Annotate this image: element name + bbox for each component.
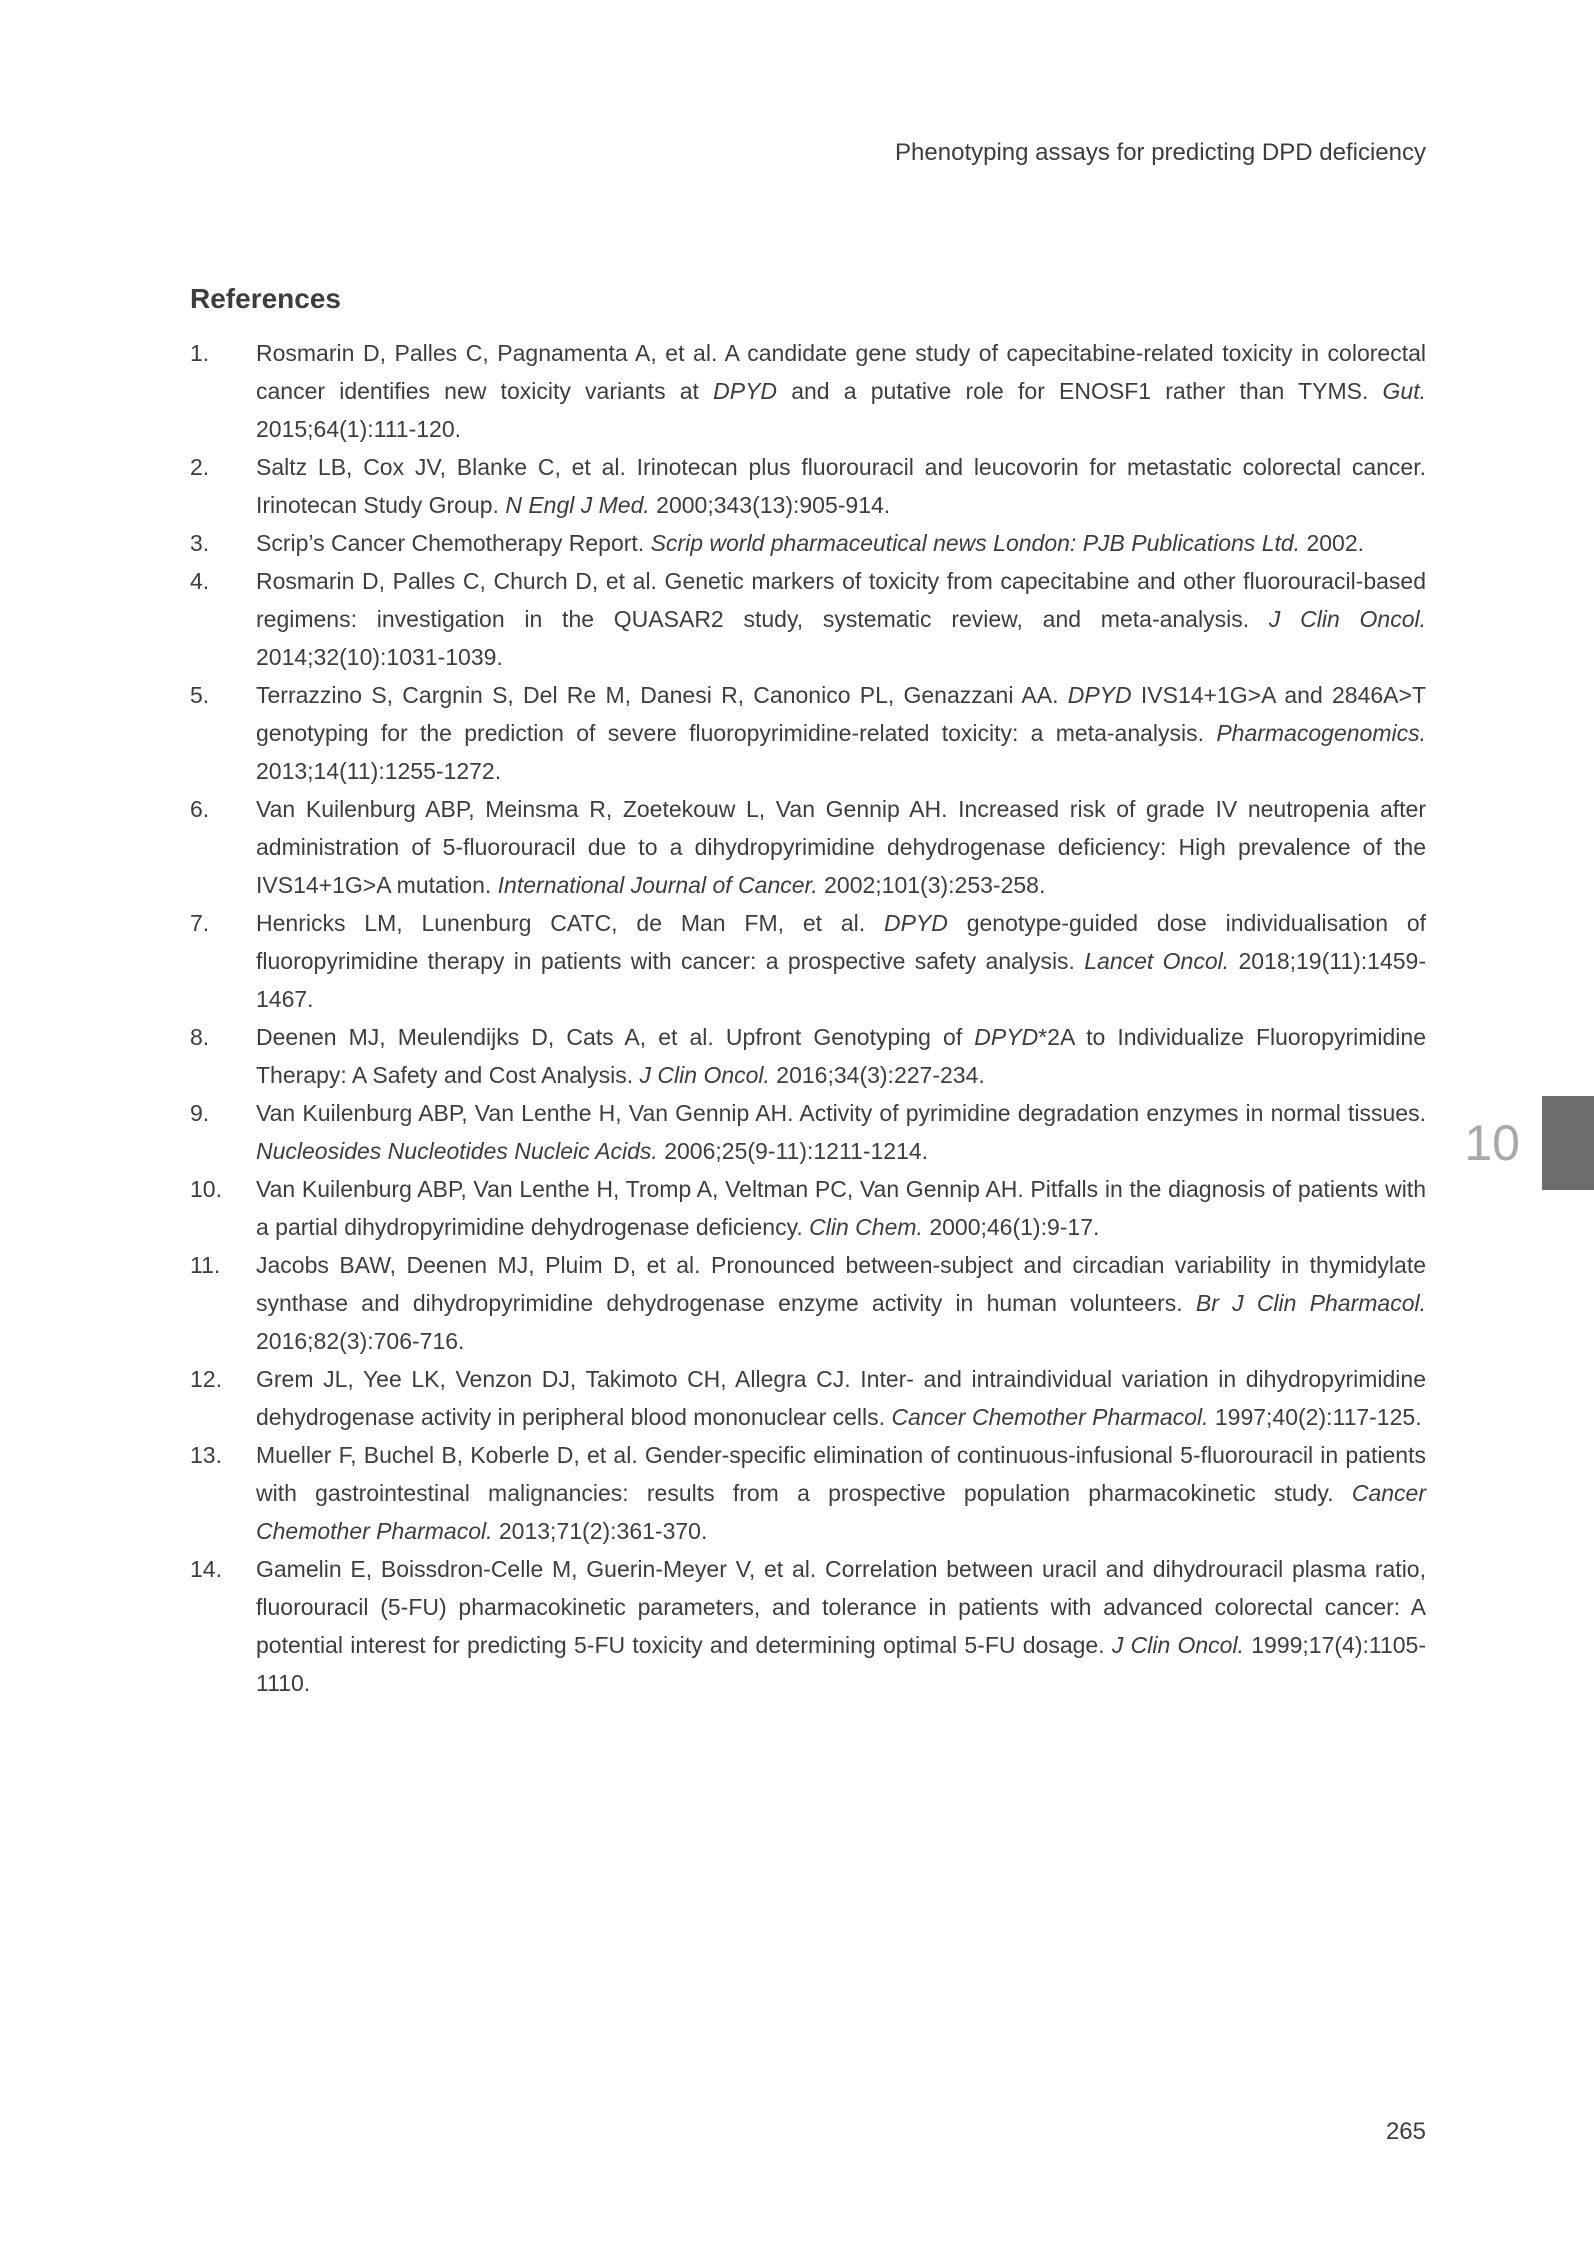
reference-number: 5. [190,682,210,708]
reference-text: Jacobs BAW, Deenen MJ, Pluim D, et al. Pronounced between-subject and circadian variability in thymidylate synthase and dihydropyrimidine dehydrogenase enzyme activity in human volunteers. Br J Clin Pharmacol. 2016;82(3):706-716. [256,1252,1426,1354]
reference-number: 2. [190,454,210,480]
reference-item [190,524,1426,562]
reference-item [190,1550,1426,1702]
reference-text: Gamelin E, Boissdron-Celle M, Guerin-Meyer V, et al. Correlation between uracil and dihydrouracil plasma ratio, fluorouracil (5-FU) pharmacokinetic parameters, and tolerance in patients with advanced colorectal cancer: A potential interest for predicting 5-FU toxicity and determining optimal 5-FU dosage. J Clin Oncol. 1999;17(4):1105-1110. [256,1556,1427,1696]
reference-text: Grem JL, Yee LK, Venzon DJ, Takimoto CH, Allegra CJ. Inter- and intraindividual variation in dihydropyrimidine dehydrogenase activity in peripheral blood mononuclear cells. Cancer Chemother Pharmacol. 1997;40(2):117-125. [256,1366,1426,1430]
reference-number: 3. [190,530,210,556]
reference-item [190,904,1426,1018]
reference-text: Henricks LM, Lunenburg CATC, de Man FM, et al. DPYD genotype-guided dose individualisation of fluoropyrimidine therapy in patients with cancer: a prospective safety analysis. Lancet Oncol. 2018;19(11):1459-1467. [256,910,1426,1012]
chapter-number: 10 [1464,1115,1520,1171]
running-header: Phenotyping assays for predicting DPD deficiency [895,139,1426,166]
reference-text: Terrazzino S, Cargnin S, Del Re M, Danesi R, Canonico PL, Genazzani AA. DPYD IVS14+1G>A and 2846A>T genotyping for the prediction of severe fluoropyrimidine-related toxicity: a meta-analysis. Pharmacogenomics. 2013;14(11):1255-1272. [256,682,1426,784]
reference-number: 12. [190,1366,222,1392]
references-list [190,334,1426,1702]
reference-text: Mueller F, Buchel B, Koberle D, et al. Gender-specific elimination of continuous-infusional 5-fluorouracil in patients with gastrointestinal malignancies: results from a prospective population pharmacokinetic study. Cancer Chemother Pharmacol. 2013;71(2):361-370. [256,1442,1426,1544]
reference-item [190,562,1426,676]
chapter-tab-block [1542,1096,1594,1190]
reference-item [190,1436,1426,1550]
reference-item [190,676,1426,790]
reference-number: 10. [190,1176,222,1202]
reference-item [190,1094,1426,1170]
reference-item [190,1360,1426,1436]
reference-number: 13. [190,1442,222,1468]
reference-number: 11. [190,1252,221,1278]
chapter-tab [1464,1096,1594,1190]
section-title: References [190,283,341,314]
reference-number: 1. [190,340,210,366]
reference-text: Scrip’s Cancer Chemotherapy Report. Scrip world pharmaceutical news London: PJB Publications Ltd. 2002. [256,530,1365,556]
reference-text: Van Kuilenburg ABP, Meinsma R, Zoetekouw L, Van Gennip AH. Increased risk of grade IV neutropenia after administration of 5-fluorouracil due to a dihydropyrimidine dehydrogenase deficiency: High prevalence of the IVS14+1G>A mutation. International Journal of Cancer. 2002;101(3):253-258. [256,796,1426,898]
reference-item [190,448,1426,524]
reference-text: Saltz LB, Cox JV, Blanke C, et al. Irinotecan plus fluorouracil and leucovorin for metastatic colorectal cancer. Irinotecan Study Group. N Engl J Med. 2000;343(13):905-914. [256,454,1426,518]
reference-number: 7. [190,910,210,936]
reference-item [190,1018,1426,1094]
reference-item [190,790,1426,904]
reference-number: 9. [190,1100,210,1126]
reference-text: Deenen MJ, Meulendijks D, Cats A, et al. Upfront Genotyping of DPYD*2A to Individualize Fluoropyrimidine Therapy: A Safety and Cost Analysis. J Clin Oncol. 2016;34(3):227-234. [256,1024,1426,1088]
reference-item [190,1246,1426,1360]
reference-item [190,1170,1426,1246]
reference-number: 8. [190,1024,210,1050]
reference-number: 6. [190,796,210,822]
reference-item [190,334,1426,448]
reference-number: 4. [190,568,210,594]
reference-text: Rosmarin D, Palles C, Church D, et al. Genetic markers of toxicity from capecitabine and other fluorouracil-based regimens: investigation in the QUASAR2 study, systematic review, and meta-analysis. J Clin Oncol. 2014;32(10):1031-1039. [256,568,1426,670]
page-number: 265 [1385,2118,1426,2145]
reference-text: Rosmarin D, Palles C, Pagnamenta A, et al. A candidate gene study of capecitabine-related toxicity in colorectal cancer identifies new toxicity variants at DPYD and a putative role for ENOSF1 rather than TYMS. Gut. 2015;64(1):111-120. [256,340,1426,442]
reference-text: Van Kuilenburg ABP, Van Lenthe H, Van Gennip AH. Activity of pyrimidine degradation enzymes in normal tissues. Nucleosides Nucleotides Nucleic Acids. 2006;25(9-11):1211-1214. [256,1100,1426,1164]
reference-text: Van Kuilenburg ABP, Van Lenthe H, Tromp A, Veltman PC, Van Gennip AH. Pitfalls in the diagnosis of patients with a partial dihydropyrimidine dehydrogenase deficiency. Clin Chem. 2000;46(1):9-17. [256,1176,1426,1240]
reference-number: 14. [190,1556,222,1582]
